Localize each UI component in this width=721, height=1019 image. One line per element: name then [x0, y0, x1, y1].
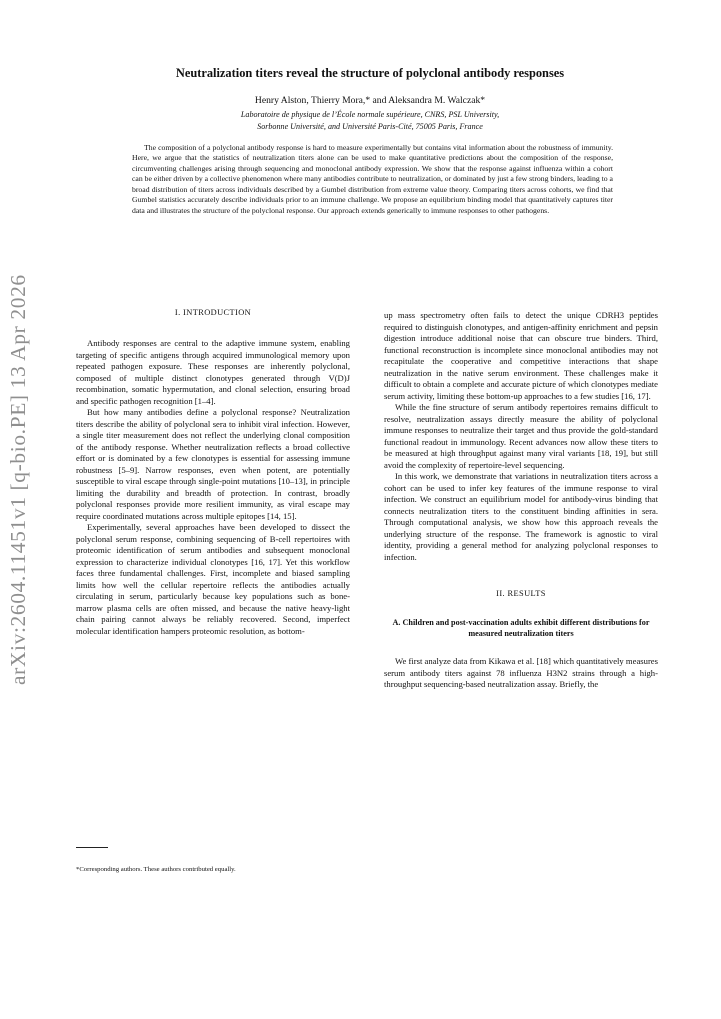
subsection-heading: A. Children and post-vaccination adults exhibit different distributions for measured neutralization titers	[392, 618, 650, 638]
results-paragraph-1: We first analyze data from Kikawa et al. [18] which quantitatively measures serum antibody titers against 78 influenza H3N2 strains through a high-throughput sequencing-based neutralization assay. Briefly, the	[384, 656, 658, 689]
intro-paragraph-3: Experimentally, several approaches have been developed to dissect the polyclonal serum response, combining sequencing of B-cell repertoires with proteomic identification of serum antibodies and subsequent monoclonal expression to characterize individual clonotypes [16, 17]. Yet this workflow faces three fundamental challenges. First, incomplete and biased sampling limits how well the cellular repertoire reflects the antibodies actually circulating in serum, particularly because key populations such as bone-marrow plasma cells are often missed, and because the native heavy-light chain pairing cannot always be reliably recovered. Second, imperfect molecular identification hampers proteomic resolution, as bottom-	[76, 522, 350, 636]
right-column	[384, 310, 658, 691]
abstract: The composition of a polyclonal antibody response is hard to measure experimentally but contains vital information about the robustness of immunity. Here, we argue that the statistics of neutralization titers alone can be used to make quantitative predictions about the composition of the response, circumventing challenges arising through sequencing and monoclonal antibody expression. We show that the response against influenza within a cohort can be either driven by a collective phenomenon where many antibodies contribute to neutralization, or dominated by just a few strong binders, leading to a broad distribution of titers across individuals described by a Gumbel distribution from extreme value theory. Comparing titers across cohorts, we find that Gumbel statistics accurately describe individuals prior to an immune challenge. We propose an equilibrium binding model that quantitatively captures titer data and illustrates the structure of the polyclonal response. Our approach extends generically to immune responses to other pathogens.	[132, 143, 613, 215]
footnote-rule	[76, 847, 108, 848]
affiliation	[60, 109, 680, 132]
intro-paragraph-4: While the fine structure of serum antibody repertoires remains difficult to resolve, neutralization assays directly measure the ability of polyclonal immune responses to neutralize their target and thus provide the gold-standard functional readout in immunology. Recent advances now allow these titers to be measured at high throughput against many viral variants [18, 19], but still avoid the complexity of repertoire-level sequencing.	[384, 402, 658, 470]
intro-paragraph-1: Antibody responses are central to the adaptive immune system, enabling targeting of specific antigens through acquired immunological memory upon repeated pathogen exposure. These responses are inherently polyclonal, composed of multiple distinct clonotypes generated through V(D)J recombination, somatic hypermutation, and clonal selection, ensuring broad and specific pathogen recognition [1–4].	[76, 338, 350, 406]
author-list: Henry Alston, Thierry Mora,* and Aleksandra M. Walczak*	[254, 95, 486, 106]
affiliation-line-2: Sorbonne Université, and Université Paris-Cité, 75005 Paris, France	[257, 121, 483, 131]
paper-title: Neutralization titers reveal the structure of polyclonal antibody responses	[175, 66, 565, 80]
footnote: *Corresponding authors. These authors contributed equally.	[76, 866, 236, 873]
section-heading-results: II. RESULTS	[496, 589, 546, 598]
intro-paragraph-2: But how many antibodies define a polyclonal response? Neutralization titers describe the ability of polyclonal sera to inhibit viral infection. However, a single titer measurement does not reflect the underlying clonal composition of the antibody response. Whether neutralization reflects a broad collective effort or is dominated by a few clonotypes is essential for assessing immune robustness [5–9]. Narrow responses, even when potent, are potentially susceptible to viral escape through single-point mutations [10–13], in principle limiting the durability and breadth of protection. In contrast, broadly polyclonal responses provide more resilient immunity, as viral escape may require coordinated mutations across multiple epitopes [14, 15].	[76, 407, 350, 521]
intro-paragraph-5: In this work, we demonstrate that variations in neutralization titers across a cohort can be used to infer key features of the immune response to viral infection. We construct an equilibrium model for antibody-virus binding that connects neutralization titers to the constituent binding affinities in sera. Through computational analysis, we show how this approach reveals the underlying structure of the response. The framework is agnostic to viral identity, providing a general method for analyzing polyclonal responses to infection.	[384, 471, 658, 562]
section-heading-introduction: I. INTRODUCTION	[174, 308, 252, 317]
left-column	[76, 308, 350, 637]
intro-paragraph-3-continued: up mass spectrometry often fails to detect the unique CDRH3 peptides required to distinguish clonotypes, and antigen-affinity enrichment and pepsin digestion introduce additional noise that can obscure true binders. Third, functional reconstruction is incomplete since monoclonal antibodies may not recapitulate the cooperative and competitive interactions that shape neutralization in the native serum environment. These challenges make it difficult to obtain a complete and accurate picture of which clonotypes mediate serum activity, limiting these bottom-up approaches to a few studies [16, 17].	[384, 310, 658, 401]
affiliation-line-1: Laboratoire de physique de l’École normale supérieure, CNRS, PSL University,	[240, 110, 500, 119]
arxiv-watermark: arXiv:2604.11451v1 [q-bio.PE] 13 Apr 2026	[6, 274, 30, 685]
